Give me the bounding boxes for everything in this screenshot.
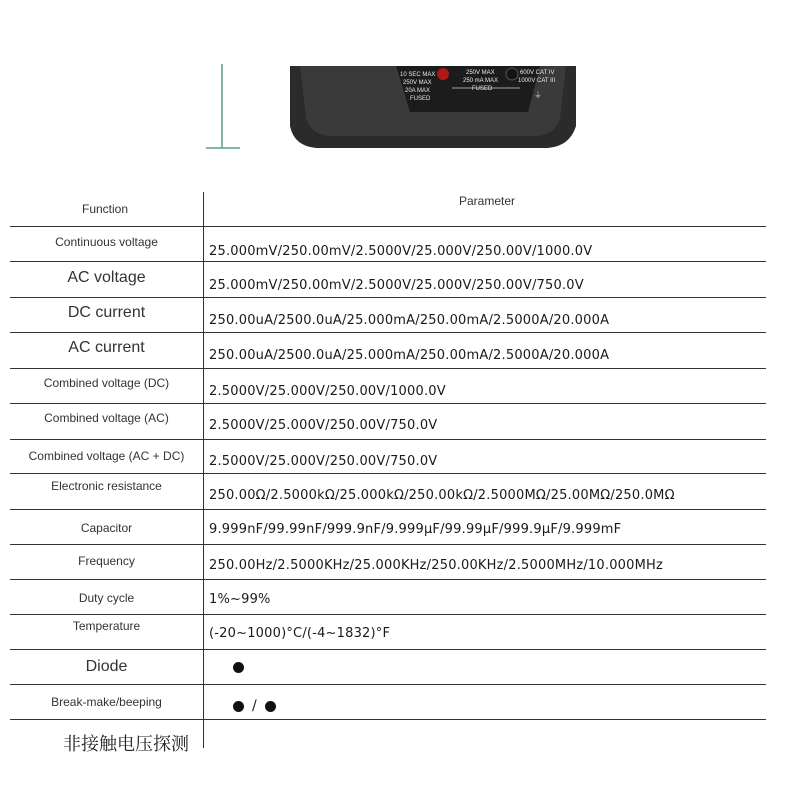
parameter-cell: 2.5000V/25.000V/250.00V/750.0V: [209, 418, 438, 433]
function-cell: Continuous voltage: [55, 235, 158, 249]
cut-off-row-label: 非接触电压探测: [63, 734, 189, 754]
supported-dot-icon: [233, 701, 244, 712]
row-divider: [10, 226, 766, 227]
row-divider: [10, 614, 766, 615]
svg-text:1000V CAT III: 1000V CAT III: [518, 78, 556, 84]
parameter-cell: 2.5000V/25.000V/250.00V/1000.0V: [209, 384, 446, 399]
function-cell: Capacitor: [80, 521, 133, 535]
parameter-cell: [209, 698, 276, 714]
jack-label-left: 10 SEC MAX: [400, 72, 436, 78]
function-cell: Diode: [85, 658, 128, 675]
supported-dot-icon: [265, 701, 276, 712]
jack-label-right: 600V CAT IV: [520, 70, 555, 76]
parameter-cell: 250.00Ω/2.5000kΩ/25.000kΩ/250.00kΩ/2.5000MΩ/25.00MΩ/250.0MΩ: [209, 488, 675, 503]
parameter-cell: 25.000mV/250.00mV/2.5000V/25.000V/250.00V/750.0V: [209, 278, 584, 293]
function-cell: Combined voltage (AC + DC): [28, 449, 185, 463]
row-divider: [10, 544, 766, 545]
svg-text:250 mA MAX: 250 mA MAX: [463, 78, 499, 84]
function-cell: DC current: [67, 304, 146, 321]
row-divider: [10, 509, 766, 510]
row-divider: [10, 297, 766, 298]
function-cell: Electronic resistance: [51, 479, 162, 493]
svg-text:20A MAX: 20A MAX: [405, 88, 431, 94]
function-cell: Break-make/beeping: [51, 695, 162, 709]
svg-text:250V MAX: 250V MAX: [403, 80, 432, 86]
parameter-cell: 1%~99%: [209, 592, 271, 607]
function-cell: Duty cycle: [78, 591, 135, 605]
column-divider: [203, 192, 204, 748]
function-cell: Combined voltage (DC): [43, 376, 170, 390]
parameter-cell: 250.00uA/2500.0uA/25.000mA/250.00mA/2.5000A/20.000A: [209, 348, 610, 363]
row-divider: [10, 719, 766, 720]
svg-text:⏚: ⏚: [534, 91, 542, 100]
parameter-cell: (-20~1000)°C/(-4~1832)°F: [209, 626, 391, 641]
parameter-cell: 25.000mV/250.00mV/2.5000V/25.000V/250.00V/1000.0V: [209, 244, 593, 259]
function-header: Function: [82, 202, 129, 216]
supported-dot-icon: [233, 662, 244, 673]
row-divider: [10, 332, 766, 333]
parameter-cell: 9.999nF/99.99nF/999.9nF/9.999µF/99.99µF/999.9µF/9.999mF: [209, 522, 622, 537]
function-cell: Combined voltage (AC): [44, 411, 169, 425]
function-cell: Frequency: [78, 554, 135, 568]
parameter-cell: 250.00Hz/2.5000KHz/25.000KHz/250.00KHz/2.5000MHz/10.000MHz: [209, 558, 664, 573]
function-cell: AC voltage: [67, 269, 146, 286]
parameter-cell: 2.5000V/25.000V/250.00V/750.0V: [209, 454, 438, 469]
row-divider: [10, 473, 766, 474]
svg-text:FUSED: FUSED: [410, 96, 431, 102]
row-divider: [10, 439, 766, 440]
multimeter-photo: [0, 0, 800, 160]
row-divider: [10, 368, 766, 369]
function-cell: AC current: [68, 339, 145, 356]
row-divider: [10, 579, 766, 580]
row-divider: [10, 684, 766, 685]
svg-text:FUSED: FUSED: [472, 86, 493, 92]
parameter-cell: 250.00uA/2500.0uA/25.000mA/250.00mA/2.5000A/20.000A: [209, 313, 610, 328]
parameter-header: Parameter: [459, 194, 516, 208]
jack-label-mid: 250V MAX: [466, 70, 495, 76]
separator-slash: /: [252, 698, 257, 714]
function-cell: Temperature: [72, 619, 141, 633]
row-divider: [10, 261, 766, 262]
row-divider: [10, 403, 766, 404]
row-divider: [10, 649, 766, 650]
parameter-cell: [209, 660, 244, 675]
